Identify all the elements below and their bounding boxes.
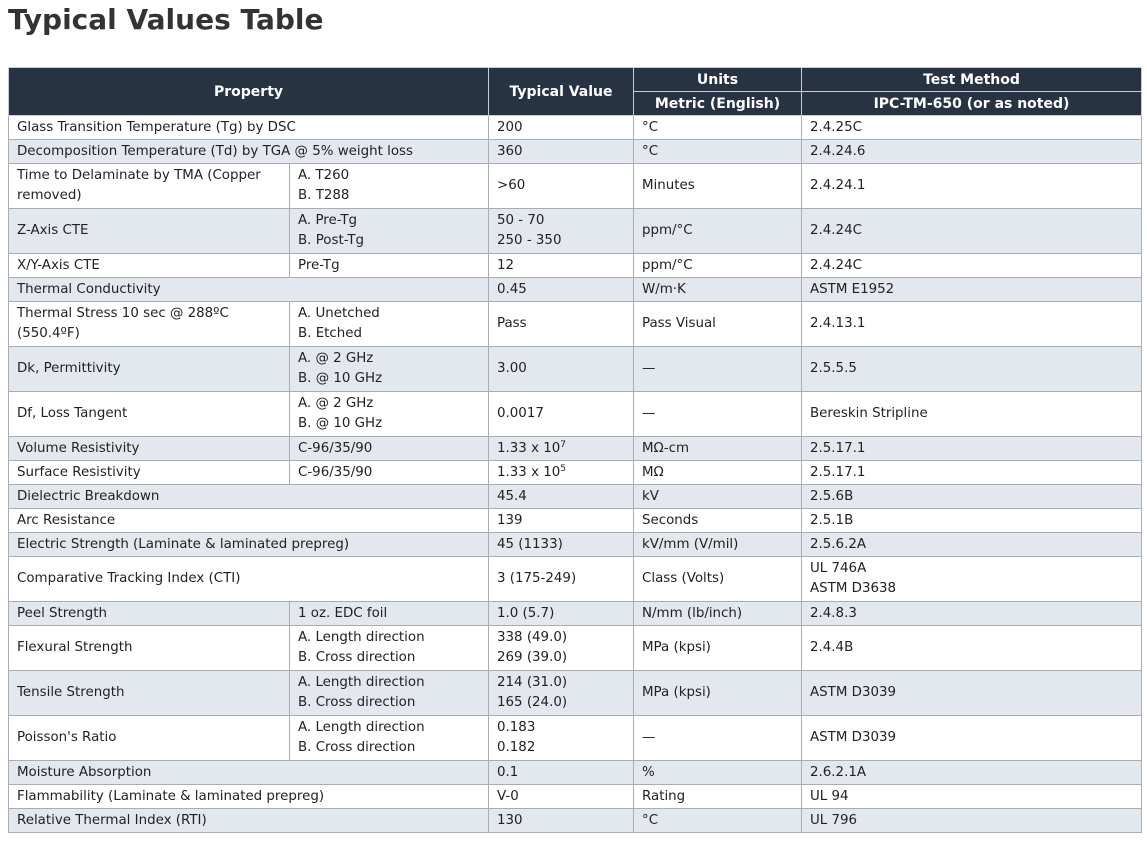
value-cell: >60 (489, 164, 634, 209)
value-cell: 12 (489, 254, 634, 278)
header-units-sub: Metric (English) (634, 92, 802, 116)
property-cell: Decomposition Temperature (Td) by TGA @ 5% weight loss (9, 140, 489, 164)
value-cell: 1.0 (5.7) (489, 602, 634, 626)
value-cell: 360 (489, 140, 634, 164)
method-cell (802, 557, 1142, 602)
method-cell: ASTM D3039 (802, 671, 1142, 716)
method-cell: ASTM E1952 (802, 278, 1142, 302)
method-cell: ASTM D3039 (802, 716, 1142, 761)
condition-cell (290, 302, 489, 347)
units-cell: Minutes (634, 164, 802, 209)
value-cell: V-0 (489, 785, 634, 809)
value-cell: 0.0017 (489, 392, 634, 437)
method-cell: Bereskin Stripline (802, 392, 1142, 437)
value-cell (489, 716, 634, 761)
table-row (9, 626, 1142, 671)
method-cell: 2.5.17.1 (802, 461, 1142, 485)
header-typical-value: Typical Value (489, 68, 634, 116)
header-property: Property (9, 68, 489, 116)
value-cell: Pass (489, 302, 634, 347)
page-title: Typical Values Table (8, 3, 324, 36)
units-cell: N/mm (lb/inch) (634, 602, 802, 626)
method-cell: 2.4.24.6 (802, 140, 1142, 164)
typical-values-table (8, 67, 1142, 833)
property-cell: Moisture Absorption (9, 761, 489, 785)
table-row (9, 278, 1142, 302)
units-cell: MPa (kpsi) (634, 671, 802, 716)
value-cell: 200 (489, 116, 634, 140)
condition-cell: 1 oz. EDC foil (290, 602, 489, 626)
property-cell: Glass Transition Temperature (Tg) by DSC (9, 116, 489, 140)
method-cell: 2.6.2.1A (802, 761, 1142, 785)
condition-a: A. Length direction (298, 630, 425, 645)
condition-cell (290, 671, 489, 716)
table-row (9, 533, 1142, 557)
condition-cell (290, 626, 489, 671)
value-cell (489, 671, 634, 716)
units-cell: % (634, 761, 802, 785)
value-a: 214 (31.0) (497, 675, 568, 690)
property-cell: Volume Resistivity (9, 437, 290, 461)
property-cell: Flammability (Laminate & laminated prepreg) (9, 785, 489, 809)
units-cell: MΩ (634, 461, 802, 485)
condition-cell (290, 716, 489, 761)
units-cell: ppm/°C (634, 209, 802, 254)
value-b: 165 (24.0) (497, 695, 568, 710)
value-exponent: 7 (560, 439, 567, 450)
value-b: 269 (39.0) (497, 650, 568, 665)
value-cell (489, 209, 634, 254)
value-cell (489, 461, 634, 485)
condition-b: B. Post-Tg (298, 233, 364, 248)
table-row (9, 671, 1142, 716)
units-cell: °C (634, 116, 802, 140)
table-row (9, 254, 1142, 278)
method-b: ASTM D3638 (810, 581, 897, 596)
property-cell: Comparative Tracking Index (CTI) (9, 557, 489, 602)
table-row (9, 347, 1142, 392)
value-a: 50 - 70 (497, 213, 545, 228)
condition-a: A. Length direction (298, 675, 425, 690)
units-cell: Pass Visual (634, 302, 802, 347)
condition-a: A. Pre-Tg (298, 213, 358, 228)
value-exponent: 5 (560, 463, 567, 474)
table-row (9, 437, 1142, 461)
value-a: 0.183 (497, 720, 536, 735)
units-cell: — (634, 716, 802, 761)
table-row (9, 761, 1142, 785)
condition-b: B. T288 (298, 188, 350, 203)
condition-cell (290, 209, 489, 254)
table-row (9, 461, 1142, 485)
table-row (9, 116, 1142, 140)
method-cell: 2.4.13.1 (802, 302, 1142, 347)
condition-b: B. @ 10 GHz (298, 371, 383, 386)
units-cell: — (634, 347, 802, 392)
table-row (9, 509, 1142, 533)
condition-b: B. Cross direction (298, 695, 416, 710)
units-cell: W/m·K (634, 278, 802, 302)
table-row (9, 302, 1142, 347)
value-base: 1.33 x 10 (497, 440, 561, 456)
header-test-method: Test Method (802, 68, 1142, 92)
property-cell: Flexural Strength (9, 626, 290, 671)
method-cell: 2.5.17.1 (802, 437, 1142, 461)
method-cell: 2.5.1B (802, 509, 1142, 533)
units-cell: MPa (kpsi) (634, 626, 802, 671)
value-cell: 0.45 (489, 278, 634, 302)
value-cell: 139 (489, 509, 634, 533)
units-cell: Class (Volts) (634, 557, 802, 602)
method-a: UL 746A (810, 561, 867, 576)
property-cell: Df, Loss Tangent (9, 392, 290, 437)
method-cell: 2.4.8.3 (802, 602, 1142, 626)
table-row (9, 485, 1142, 509)
value-base: 1.33 x 10 (497, 464, 561, 480)
header-test-method-sub: IPC-TM-650 (or as noted) (802, 92, 1142, 116)
value-cell: 3 (175-249) (489, 557, 634, 602)
value-cell (489, 626, 634, 671)
table-row (9, 140, 1142, 164)
method-cell: 2.4.4B (802, 626, 1142, 671)
condition-b: B. @ 10 GHz (298, 416, 383, 431)
method-cell: UL 94 (802, 785, 1142, 809)
units-cell: MΩ-cm (634, 437, 802, 461)
method-cell: 2.4.24C (802, 209, 1142, 254)
units-cell: °C (634, 809, 802, 833)
table-row (9, 602, 1142, 626)
value-cell: 130 (489, 809, 634, 833)
value-cell (489, 437, 634, 461)
property-cell: Z-Axis CTE (9, 209, 290, 254)
property-cell: Electric Strength (Laminate & laminated prepreg) (9, 533, 489, 557)
method-cell: 2.5.6.2A (802, 533, 1142, 557)
method-cell: 2.4.24C (802, 254, 1142, 278)
property-cell: Tensile Strength (9, 671, 290, 716)
value-cell: 45 (1133) (489, 533, 634, 557)
table-row (9, 164, 1142, 209)
value-cell: 3.00 (489, 347, 634, 392)
property-cell: X/Y-Axis CTE (9, 254, 290, 278)
method-cell: 2.5.5.5 (802, 347, 1142, 392)
condition-a: A. Unetched (298, 306, 380, 321)
property-cell: Peel Strength (9, 602, 290, 626)
method-cell: UL 796 (802, 809, 1142, 833)
units-cell: Rating (634, 785, 802, 809)
method-cell: 2.4.24.1 (802, 164, 1142, 209)
property-cell: Dk, Permittivity (9, 347, 290, 392)
condition-cell (290, 392, 489, 437)
units-cell: — (634, 392, 802, 437)
property-cell: Thermal Stress 10 sec @ 288ºC (550.4ºF) (9, 302, 290, 347)
property-cell: Thermal Conductivity (9, 278, 489, 302)
table-row (9, 716, 1142, 761)
condition-a: A. T260 (298, 168, 350, 183)
table-row (9, 392, 1142, 437)
property-cell: Dielectric Breakdown (9, 485, 489, 509)
condition-b: B. Cross direction (298, 650, 416, 665)
units-cell: °C (634, 140, 802, 164)
units-cell: kV/mm (V/mil) (634, 533, 802, 557)
property-cell: Surface Resistivity (9, 461, 290, 485)
table-row (9, 557, 1142, 602)
units-cell: kV (634, 485, 802, 509)
value-a: 338 (49.0) (497, 630, 568, 645)
method-cell: 2.4.25C (802, 116, 1142, 140)
property-cell: Relative Thermal Index (RTI) (9, 809, 489, 833)
table-row (9, 785, 1142, 809)
table-row (9, 809, 1142, 833)
condition-a: A. Length direction (298, 720, 425, 735)
table-row (9, 209, 1142, 254)
property-cell: Time to Delaminate by TMA (Copper removed) (9, 164, 290, 209)
condition-b: B. Cross direction (298, 740, 416, 755)
units-cell: ppm/°C (634, 254, 802, 278)
property-cell: Poisson's Ratio (9, 716, 290, 761)
condition-cell: C-96/35/90 (290, 437, 489, 461)
condition-cell: C-96/35/90 (290, 461, 489, 485)
condition-cell (290, 164, 489, 209)
value-cell: 0.1 (489, 761, 634, 785)
value-cell: 45.4 (489, 485, 634, 509)
header-units: Units (634, 68, 802, 92)
value-b: 0.182 (497, 740, 536, 755)
condition-a: A. @ 2 GHz (298, 351, 374, 366)
condition-cell: Pre-Tg (290, 254, 489, 278)
property-cell: Arc Resistance (9, 509, 489, 533)
condition-b: B. Etched (298, 326, 362, 341)
method-cell: 2.5.6B (802, 485, 1142, 509)
condition-a: A. @ 2 GHz (298, 396, 374, 411)
units-cell: Seconds (634, 509, 802, 533)
value-b: 250 - 350 (497, 233, 562, 248)
condition-cell (290, 347, 489, 392)
